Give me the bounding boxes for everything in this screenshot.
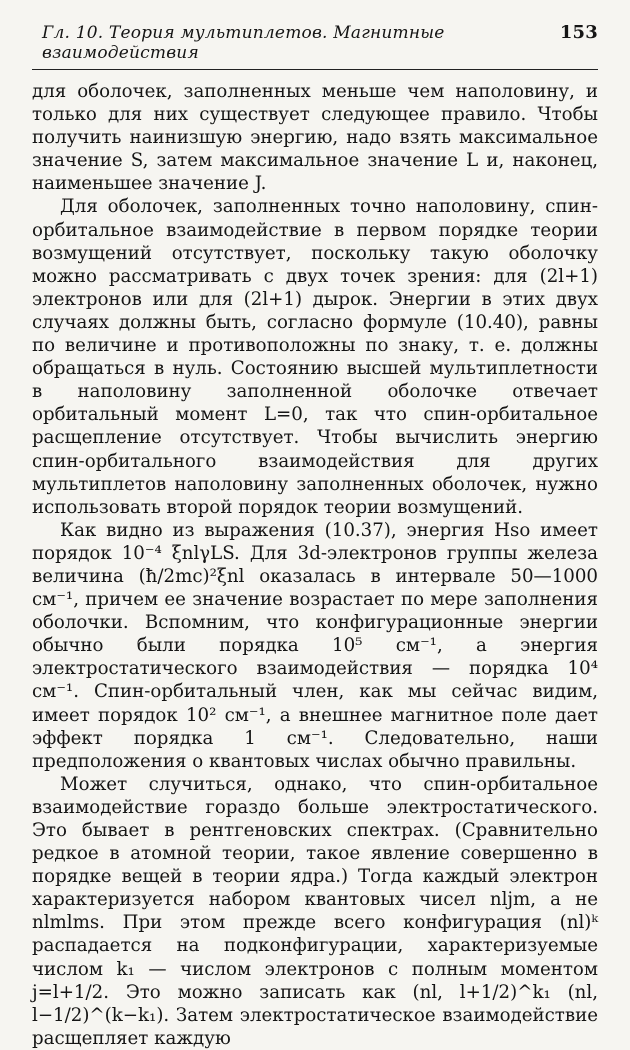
book-page xyxy=(32,22,598,1050)
paragraph-4: Может случиться, однако, что спин-орбитальное взаимодействие гораздо больше электростатического. Это бывает в рентгеновских спектрах. (Сравнительно редкое в атомной теории, такое явление совершенно в порядке вещей в теории ядра.) Тогда каждый электрон характеризуется набором квантовых чисел nljm, а не nlmlms. При этом прежде всего конфигурация (nl)ᵏ распадается на подконфигурации, характеризуемые числом k₁ — числом электронов с полным моментом j=l+1/2. Это можно записать как (nl, l+1/2)^k₁ (nl, l−1/2)^(k−k₁). Затем электростатическое взаимодействие расщепляет каждую xyxy=(32,773,598,1049)
body-text xyxy=(32,80,598,1050)
paragraph-1: для оболочек, заполненных меньше чем наполовину, и только для них существует следующее правило. Чтобы получить наинизшую энергию, надо взять максимальное значение S, затем максимальное значение L и, наконец, наименьшее значение J. xyxy=(32,81,598,195)
running-header xyxy=(32,22,598,70)
paragraph-3: Как видно из выражения (10.37), энергия Hso имеет порядок 10⁻⁴ ξnlγLS. Для 3d-электронов группы железа величина (ħ/2mc)²ξnl оказалась в интервале 50—1000 см⁻¹, причем ее значение возрастает по мере заполнения оболочки. Вспомним, что конфигурационные энергии обычно были порядка 10⁵ см⁻¹, а энергия электростатического взаимодействия — порядка 10⁴ см⁻¹. Спин-орбитальный член, как мы сейчас видим, имеет порядок 10² см⁻¹, а внешнее магнитное поле дает эффект порядка 1 см⁻¹. Следовательно, наши предположения о квантовых числах обычно правильны. xyxy=(32,519,598,772)
running-title: Гл. 10. Теория мультиплетов. Магнитные взаимодействия xyxy=(42,23,445,63)
paragraph-2: Для оболочек, заполненных точно наполовину, спин-орбитальное взаимодействие в первом порядке теории возмущений отсутствует, поскольку такую оболочку можно рассматривать с двух точек зрения: для (2l+1) электронов или для (2l+1) дырок. Энергии в этих двух случаях должны быть, согласно формуле (10.40), равны по величине и противоположны по знаку, т. е. должны обращаться в нуль. Состоянию высшей мультиплетности в наполовину заполненной оболочке отвечает орбитальный момент L=0, так что спин-орбитальное расщепление отсутствует. Чтобы вычислить энергию спин-орбитального взаимодействия для других мультиплетов наполовину заполненных оболочек, нужно использовать второй порядок теории возмущений. xyxy=(32,196,598,518)
page-number: 153 xyxy=(559,22,598,43)
